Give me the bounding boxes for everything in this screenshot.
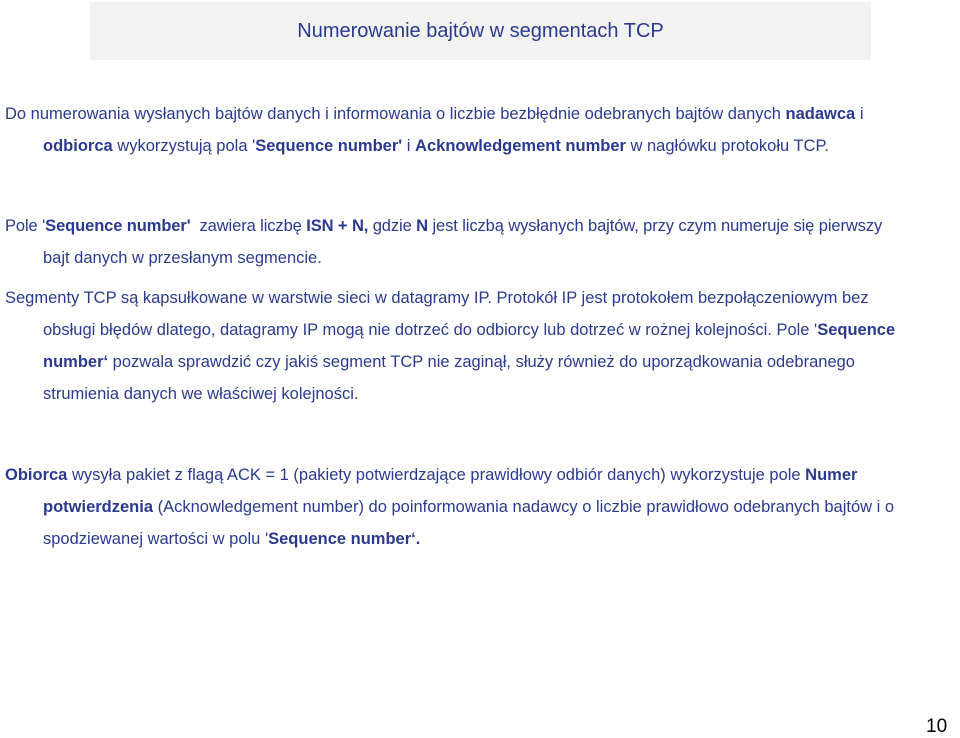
text-run: w nagłówku protokołu TCP. [625,137,829,155]
text-run: obsługi błędów dlatego, datagramy IP mogą nie dotrzeć do odbiorcy lub dotrzeć w rożnej kolejności. Pole ' [43,321,818,339]
paragraph-2-line-1 [5,210,955,242]
text-run: pozwala sprawdzić czy jakiś segment TCP nie zaginął, służy również do uporządkowania odebranego [108,353,855,371]
text-run: (Acknowledgement number) do poinformowania nadawcy o liczbie prawidłowo odebranych bajtów i o [153,498,895,516]
text-run: i [402,137,416,155]
bold-sequence: Sequence [817,321,896,339]
page-number: 10 [926,716,948,737]
paragraph-3-line-3 [5,346,955,378]
text-run: wykorzystują pola ' [112,137,256,155]
text-run: Do numerowania wysłanych bajtów danych i informowania o liczbie bezbłędnie odebranych bajtów danych [5,105,786,123]
bold-number: number‘ [43,353,109,371]
bold-nadawca: nadawca [785,105,856,123]
paragraph-4-line-3 [5,523,955,555]
bold-potwierdzenia: potwierdzenia [43,498,154,516]
slide-title: Numerowanie bajtów w segmentach TCP [297,19,664,42]
text-run: spodziewanej wartości w polu ' [43,530,269,548]
text-run: jest liczbą wysłanych bajtów, przy czym numeruje się pierwszy [428,217,883,235]
text-run: wysyła pakiet z flagą ACK = 1 (pakiety potwierdzające prawidłowy odbiór danych) wykorzystuje pole [67,466,806,484]
paragraph-2-line-2: bajt danych w przesłanym segmencie. [43,249,322,267]
paragraph-4-line-2 [5,491,955,523]
paragraph-3-line-1: Segmenty TCP są kapsułkowane w warstwie sieci w datagramy IP. Protokół IP jest protokołem bezpołączeniowym bez [5,289,869,307]
bold-acknowledgement-number: Acknowledgement number [415,137,626,155]
paragraph-4 [5,459,955,555]
text-run: i [855,105,864,123]
paragraph-1 [5,98,955,162]
text-run: zawiera liczbę [190,217,307,235]
text-run: Pole ' [5,217,46,235]
bold-sequence-number: Sequence number‘. [268,530,421,548]
bold-n: N [416,217,428,235]
paragraph-1-line-1 [5,98,955,130]
paragraph-3 [5,282,955,410]
bold-isn-n: ISN + N, [306,217,369,235]
paragraph-1-line-2 [5,130,955,162]
bold-obiorca: Obiorca [5,466,68,484]
paragraph-2 [5,210,955,274]
text-run: gdzie [368,217,417,235]
paragraph-3-line-4: strumienia danych we właściwej kolejności. [43,385,359,403]
paragraph-3-line-2 [5,314,955,346]
bold-odbiorca: odbiorca [43,137,113,155]
bold-sequence-number: Sequence number' [45,217,191,235]
bold-numer: Numer [805,466,858,484]
bold-sequence-number: Sequence number' [255,137,403,155]
title-banner [90,2,871,60]
paragraph-4-line-1 [5,459,955,491]
